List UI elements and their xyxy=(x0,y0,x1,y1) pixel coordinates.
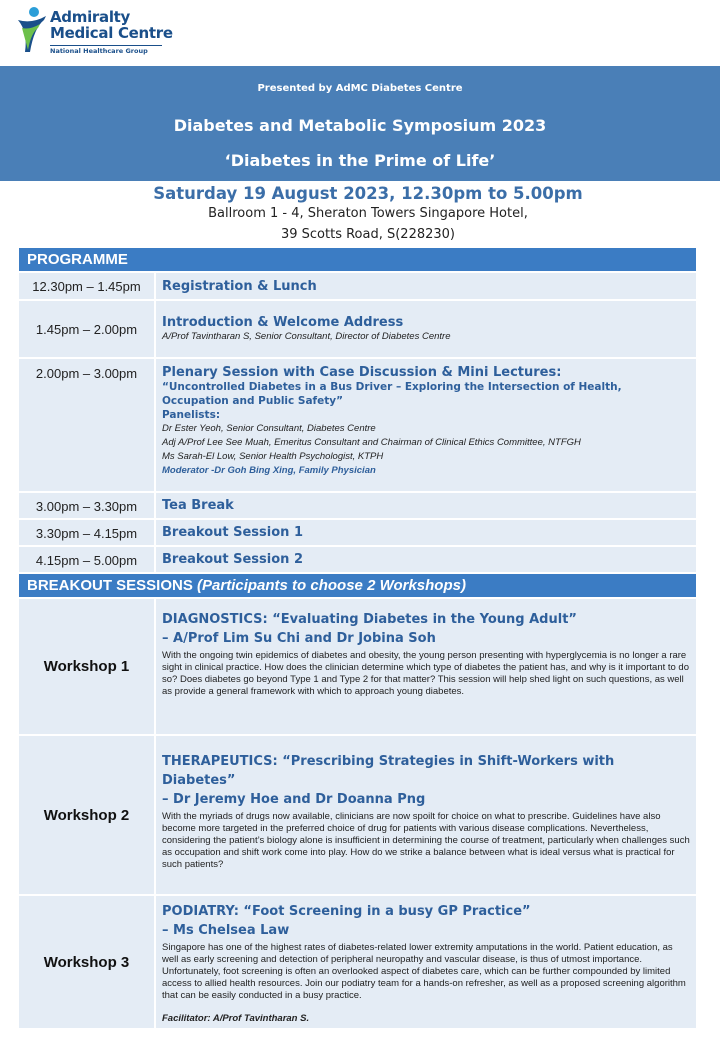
row-time: 3.00pm – 3.30pm xyxy=(19,493,156,518)
breakout-heading-label: BREAKOUT SESSIONS xyxy=(27,577,193,594)
programme-row xyxy=(19,547,696,574)
row-time: 1.45pm – 2.00pm xyxy=(19,301,156,357)
workshop-description: Singapore has one of the highest rates of diabetes-related lower extremity amputations in the world. Patient education, as well as early screening and detection of peripheral neuropathy and vascular disease, is thus of utmost importance. Unfortunately, foot screening is often an overlooked aspect of diabetes care, which can be further compounded by limited access to allied health resources. Join our podiatry team for a hands-on refresher, as well as a proposed screening algorithm that can be easily conducted in a busy practice. xyxy=(162,942,686,1001)
workshop-row xyxy=(19,599,696,736)
panelists-label: Panelists: xyxy=(162,409,221,421)
panelist: Ms Sarah-El Low, Senior Health Psychologist, KTPH xyxy=(162,451,384,462)
workshop-title: PODIATRY: “Foot Screening in a busy GP Practice” xyxy=(162,904,531,919)
figure-logo-icon xyxy=(16,6,50,56)
workshop-facilitator: Facilitator: A/Prof Tavintharan S. xyxy=(162,1013,310,1024)
programme-row xyxy=(19,359,696,493)
workshop-description: With the ongoing twin epidemics of diabetes and obesity, the young person presenting with hyperglycemia is no longer a rare sight in clinical practice. How does the clinician determine which type of diabetes the patient has, and why is it important to do so? Does diabetes go beyond Type 1 and Type 2 for that matter? This session will help shed light on such questions, as well as provide a general framework with which to approach young diabetes. xyxy=(162,650,690,697)
symposium-subtitle: ‘Diabetes in the Prime of Life’ xyxy=(224,151,496,170)
row-title: Breakout Session 2 xyxy=(162,552,304,567)
presented-by: Presented by AdMC Diabetes Centre xyxy=(257,83,463,94)
logo-subtitle: National Healthcare Group xyxy=(50,45,162,55)
symposium-title: Diabetes and Metabolic Symposium 2023 xyxy=(173,116,547,135)
panelist: Dr Ester Yeoh, Senior Consultant, Diabetes Centre xyxy=(162,423,376,434)
workshop-title: DIAGNOSTICS: “Evaluating Diabetes in the Young Adult” xyxy=(162,612,577,627)
panelist: Adj A/Prof Lee See Muah, Emeritus Consultant and Chairman of Clinical Ethics Committee, NTFGH xyxy=(162,437,581,448)
workshop-title: THERAPEUTICS: “Prescribing Strategies in Shift-Workers with Diabetes” xyxy=(162,754,615,788)
row-speaker: A/Prof Tavintharan S, Senior Consultant, Director of Diabetes Centre xyxy=(162,331,451,342)
workshop-row xyxy=(19,896,696,1030)
row-title: Breakout Session 1 xyxy=(162,525,304,540)
programme-row xyxy=(19,493,696,520)
workshop-description: With the myriads of drugs now available, clinicians are now spoilt for choice on what to prescribe. Guidelines have also become more targeted in the preferred choice of drug for patients with various disease complications. Nevertheless, considering the patient’s biology alone is insufficient in determining the course of treatment, particularly when challenges such as occupation and shift work come into play. How do we strike a balance between what is ideal versus what is practical for such patients? xyxy=(162,811,690,870)
logo-line1: Admiralty xyxy=(50,8,131,26)
programme-row xyxy=(19,273,696,301)
programme-heading: PROGRAMME xyxy=(19,248,696,273)
admc-logo xyxy=(16,6,176,66)
breakout-heading-note: (Participants to choose 2 Workshops) xyxy=(197,577,466,594)
row-time: 2.00pm – 3.00pm xyxy=(19,359,156,491)
workshop-label: Workshop 2 xyxy=(19,736,156,894)
programme-row xyxy=(19,520,696,547)
programme-table xyxy=(19,248,696,1030)
row-time: 3.30pm – 4.15pm xyxy=(19,520,156,545)
venue-line2: 39 Scotts Road, S(228230) xyxy=(280,227,456,242)
workshop-label: Workshop 3 xyxy=(19,896,156,1028)
workshop-row xyxy=(19,736,696,896)
workshop-label: Workshop 1 xyxy=(19,599,156,734)
workshop-speakers: – Dr Jeremy Hoe and Dr Doanna Png xyxy=(162,792,426,807)
row-time: 4.15pm – 5.00pm xyxy=(19,547,156,572)
row-title: Registration & Lunch xyxy=(162,279,317,294)
row-time: 12.30pm – 1.45pm xyxy=(19,273,156,299)
row-title: Tea Break xyxy=(162,498,234,513)
event-datetime: Saturday 19 August 2023, 12.30pm to 5.00pm xyxy=(153,184,583,203)
logo-line2: Medical Centre xyxy=(50,24,173,42)
programme-row xyxy=(19,301,696,359)
moderator: Moderator -Dr Goh Bing Xing, Family Physician xyxy=(162,465,376,476)
plenary-case-title: “Uncontrolled Diabetes in a Bus Driver – Exploring the Intersection of Health, Occupation and Public Safety” xyxy=(162,381,622,407)
row-title: Plenary Session with Case Discussion & Mini Lectures: xyxy=(162,365,562,380)
workshop-speakers: – Ms Chelsea Law xyxy=(162,923,290,938)
breakout-heading xyxy=(19,574,696,599)
venue-line1: Ballroom 1 - 4, Sheraton Towers Singapore Hotel, xyxy=(208,206,528,221)
row-title: Introduction & Welcome Address xyxy=(162,315,404,330)
workshop-speakers: – A/Prof Lim Su Chi and Dr Jobina Soh xyxy=(162,631,436,646)
header-banner xyxy=(0,66,720,181)
